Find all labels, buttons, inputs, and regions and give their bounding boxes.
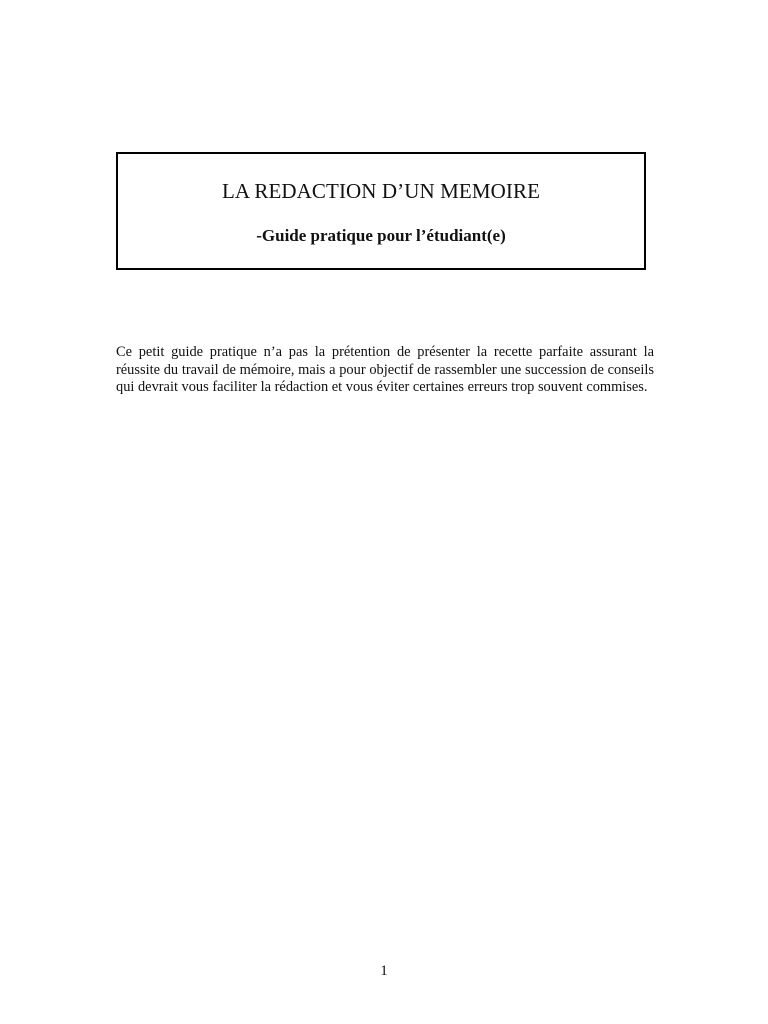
document-subtitle: -Guide pratique pour l’étudiant(e) [256, 226, 506, 245]
intro-paragraph: Ce petit guide pratique n’a pas la prétention de présenter la recette parfaite assurant la réussite du travail de mémoire, mais a pour objectif de rassembler une succession de conseils qui devrait vous faciliter la rédaction et vous éviter certaines erreurs trop souvent commises. [116, 344, 654, 395]
document-title: LA REDACTION D’UN MEMOIRE [221, 179, 541, 203]
title-box [116, 152, 646, 270]
page-number: 1 [380, 963, 388, 979]
